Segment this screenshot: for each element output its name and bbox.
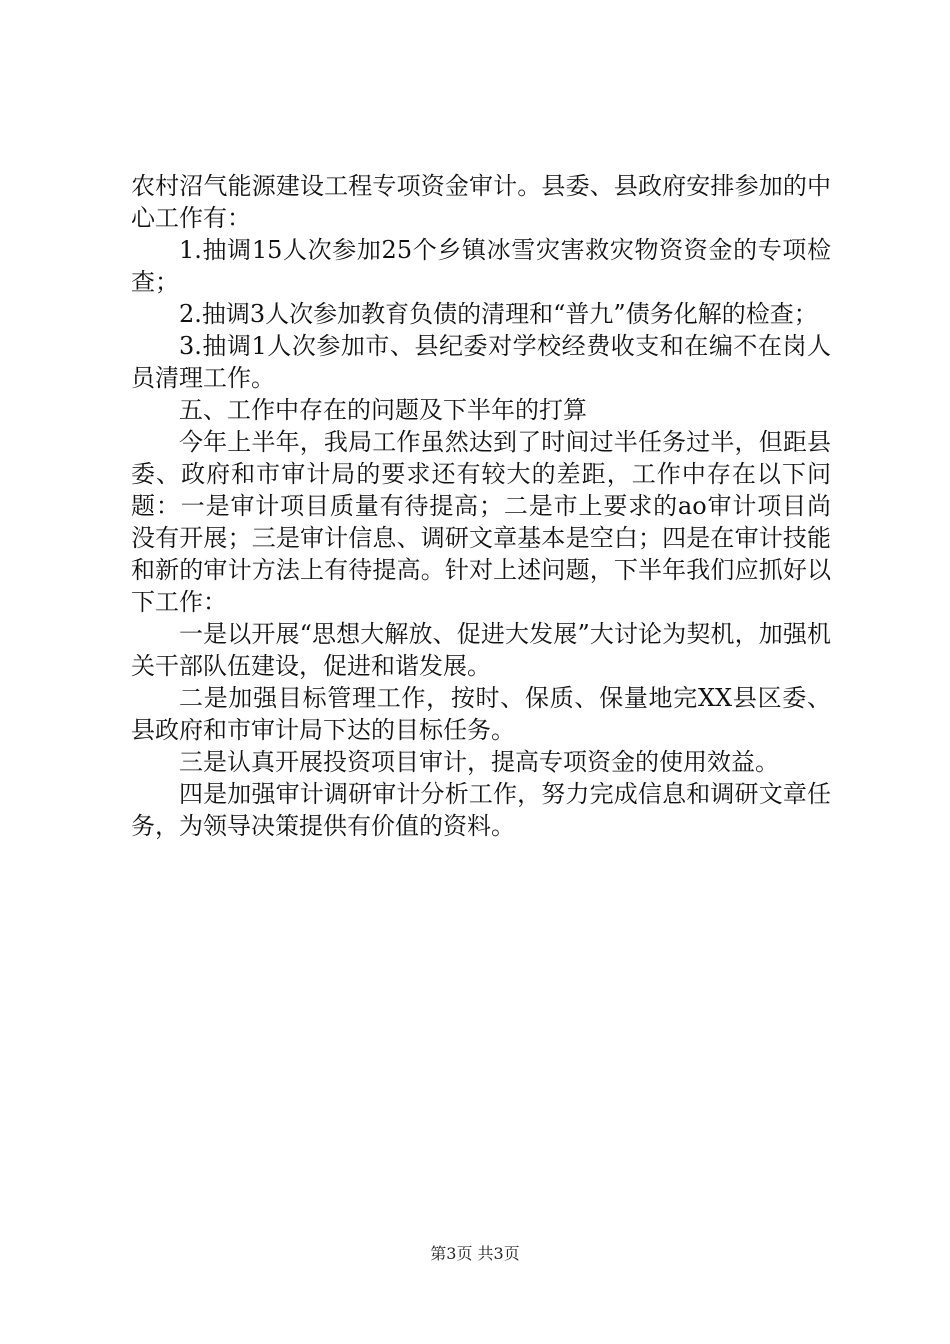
plan-item-3: 三是认真开展投资项目审计，提高专项资金的使用效益。 <box>179 748 779 776</box>
paragraph-continuation: 农村沼气能源建设工程专项资金审计。县委、县政府安排参加的中心工作有： <box>131 172 831 232</box>
list-item-1: 1.抽调15人次参加25个乡镇冰雪灾害救灾物资资金的专项检查； <box>131 236 831 296</box>
plan-item-4: 四是加强审计调研审计分析工作，努力完成信息和调研文章任务，为领导决策提供有价值的资料。 <box>131 780 831 840</box>
plan-item-2: 二是加强目标管理工作，按时、保质、保量地完XX县区委、县政府和市审计局下达的目标任务。 <box>131 684 831 744</box>
section-heading: 五、工作中存在的问题及下半年的打算 <box>179 396 587 424</box>
document-body <box>131 170 831 842</box>
paragraph-problems: 今年上半年，我局工作虽然达到了时间过半任务过半，但距县委、政府和市审计局的要求还有较大的差距，工作中存在以下问题：一是审计项目质量有待提高；二是市上要求的ao审计项目尚没有开展；三是审计信息、调研文章基本是空白；四是在审计技能和新的审计方法上有待提高。针对上述问题，下半年我们应抓好以下工作： <box>131 428 831 616</box>
page-number-label: 第3页 共3页 <box>430 1244 520 1263</box>
page-footer <box>0 1244 950 1264</box>
plan-item-1: 一是以开展“思想大解放、促进大发展”大讨论为契机，加强机关干部队伍建设，促进和谐发展。 <box>131 620 831 680</box>
list-item-2: 2.抽调3人次参加教育负债的清理和“普九”债务化解的检查； <box>179 300 818 328</box>
list-item-3: 3.抽调1人次参加市、县纪委对学校经费收支和在编不在岗人员清理工作。 <box>131 332 831 392</box>
